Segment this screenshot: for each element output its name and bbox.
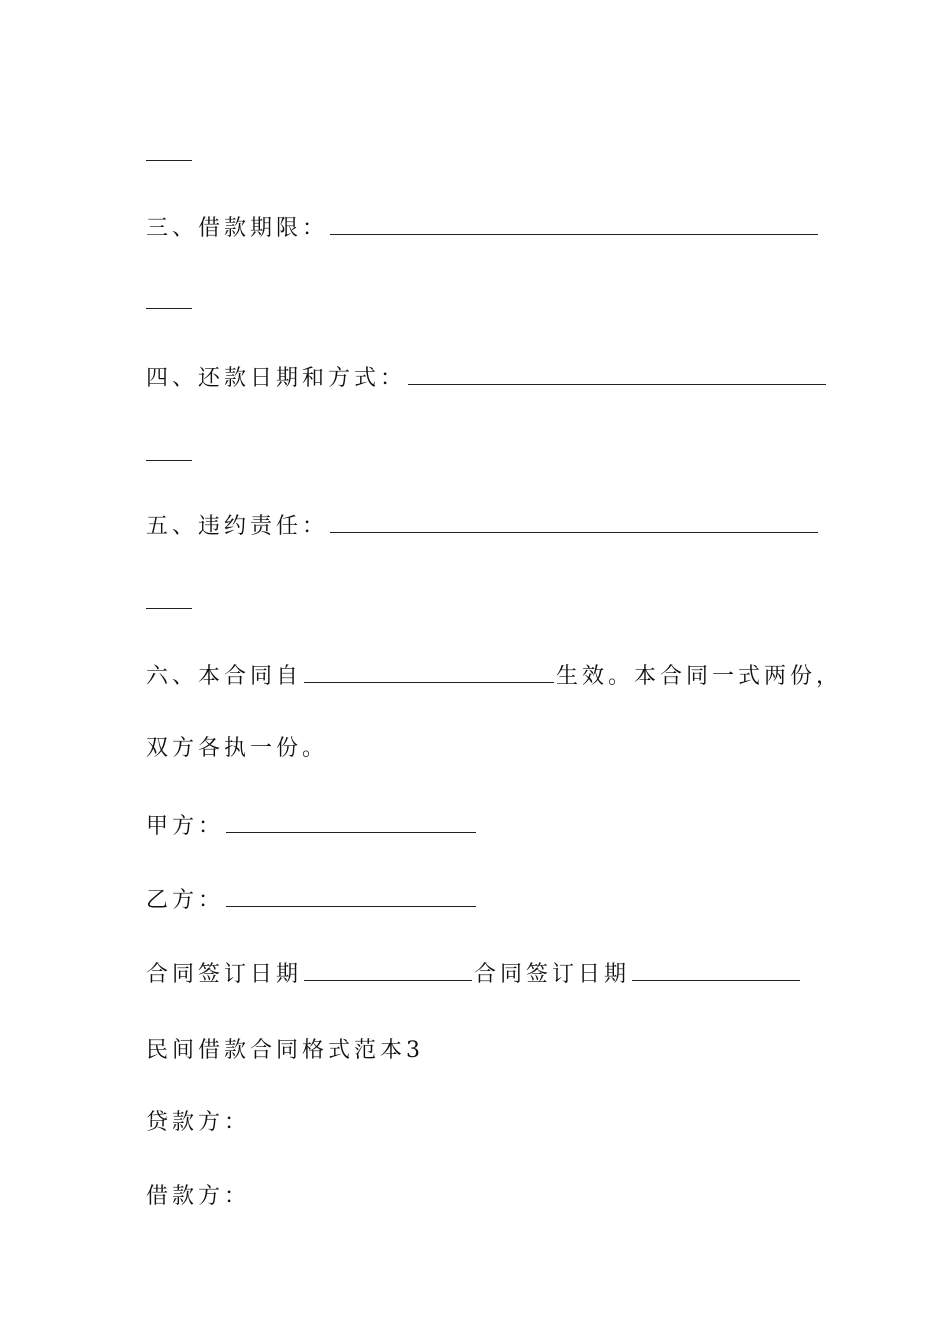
party-a-label: 甲方： [146, 814, 225, 839]
underline-tail [146, 608, 192, 609]
party-a-blank[interactable] [226, 812, 476, 833]
party-b-row [146, 886, 476, 914]
party-a-row [146, 812, 476, 840]
effect-suffix: 生效。本合同一式两份， [556, 664, 843, 689]
underline-tail [146, 460, 192, 461]
repay-blank[interactable] [408, 364, 826, 385]
item-breach [146, 512, 818, 540]
lender-label: 贷款方： [146, 1110, 251, 1135]
term-label: 三、借款期限： [146, 216, 329, 241]
term-blank[interactable] [330, 214, 818, 235]
sign-date-label-2: 合同签订日期 [474, 962, 631, 987]
item-effect [146, 662, 842, 690]
sign-date-row [146, 960, 800, 988]
borrower-row [146, 1184, 250, 1210]
repay-label: 四、还款日期和方式： [146, 366, 407, 391]
sign-date-blank-2[interactable] [632, 960, 800, 981]
lender-row [146, 1110, 250, 1136]
sign-date-label-1: 合同签订日期 [146, 962, 303, 987]
template-title [146, 1038, 424, 1064]
underline-tail [146, 308, 192, 309]
effect-line2: 双方各执一份。 [146, 736, 329, 761]
effect-date-blank[interactable] [304, 662, 554, 683]
party-b-blank[interactable] [226, 886, 476, 907]
effect-prefix: 六、本合同自 [146, 664, 303, 689]
underline-tail [146, 160, 192, 161]
item-repay [146, 364, 826, 392]
template-title-text: 民间借款合同格式范本3 [146, 1038, 424, 1063]
item-effect-line2 [146, 736, 328, 762]
breach-label: 五、违约责任： [146, 514, 329, 539]
sign-date-blank-1[interactable] [304, 960, 472, 981]
breach-blank[interactable] [330, 512, 818, 533]
party-b-label: 乙方： [146, 888, 225, 913]
item-term [146, 214, 818, 242]
borrower-label: 借款方： [146, 1184, 251, 1209]
